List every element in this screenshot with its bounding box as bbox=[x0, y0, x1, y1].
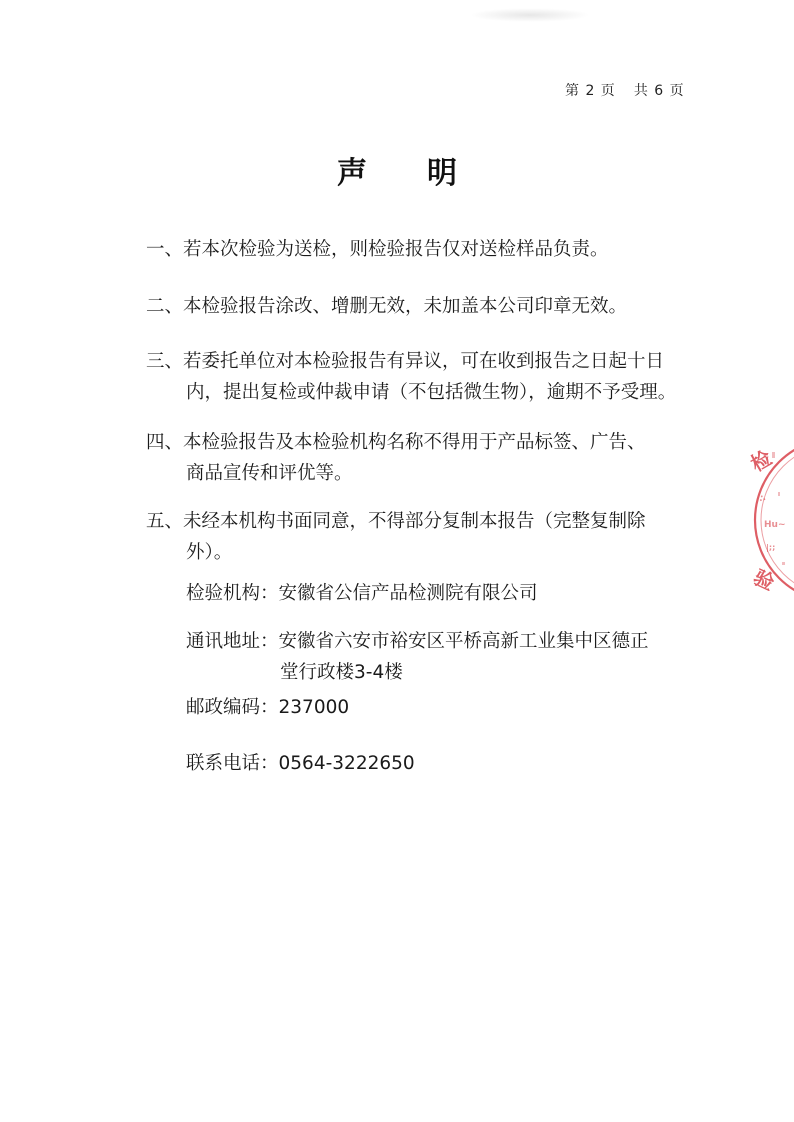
page-indicator: 第 2 页 bbox=[565, 83, 616, 99]
org-label: 检验机构： bbox=[186, 583, 279, 604]
clause-number: 五、 bbox=[146, 511, 184, 532]
addr-value-line1: 安徽省六安市裕安区平桥高新工业集中区德正 bbox=[278, 631, 649, 652]
clause-text-line2: 外）。 bbox=[186, 542, 233, 563]
clause-text-line1: 未经本机构书面同意，不得部分复制本报告（完整复制除 bbox=[183, 511, 646, 532]
org-value: 安徽省公信产品检测院有限公司 bbox=[278, 583, 538, 604]
clause-2 bbox=[146, 291, 721, 322]
info-phone bbox=[186, 748, 706, 779]
seal-graphic bbox=[742, 432, 794, 607]
svg-text:验: 验 bbox=[749, 564, 779, 595]
clause-5 bbox=[146, 506, 721, 568]
clause-4 bbox=[146, 427, 721, 489]
clause-text: 若本次检验为送检，则检验报告仅对送检样品负责。 bbox=[183, 239, 609, 260]
svg-text:|;;: |;; bbox=[766, 543, 776, 552]
clause-text-line1: 本检验报告及本检验机构名称不得用于产品标签、广告、 bbox=[183, 432, 646, 453]
clause-number: 二、 bbox=[146, 296, 184, 317]
phone-value: 0564-3222650 bbox=[278, 753, 415, 774]
clause-number: 一、 bbox=[146, 239, 184, 260]
info-postcode bbox=[186, 692, 706, 723]
clause-text: 本检验报告涂改、增删无效，未加盖本公司印章无效。 bbox=[183, 296, 628, 317]
clause-text-line2: 内，提出复检或仲裁申请（不包括微生物），逾期不予受理。 bbox=[186, 382, 677, 403]
clause-number: 四、 bbox=[146, 432, 184, 453]
info-organization bbox=[186, 578, 706, 609]
phone-label: 联系电话： bbox=[186, 753, 279, 774]
page-total: 共 6 页 bbox=[633, 83, 685, 99]
info-address bbox=[186, 626, 706, 688]
clause-text-line2: 商品宣传和评优等。 bbox=[186, 463, 353, 484]
zip-value: 237000 bbox=[278, 697, 350, 718]
zip-label: 邮政编码： bbox=[186, 697, 279, 718]
svg-text:Hu~: Hu~ bbox=[764, 520, 786, 530]
document-title: 声明 bbox=[337, 156, 517, 191]
official-seal-stamp bbox=[742, 432, 794, 607]
svg-text:∴: ∴ bbox=[758, 493, 767, 505]
svg-text:检: 检 bbox=[746, 445, 776, 477]
clause-1 bbox=[146, 234, 721, 265]
clause-text-line1: 若委托单位对本检验报告有异议，可在收到报告之日起十日 bbox=[183, 351, 665, 372]
page-number bbox=[565, 80, 715, 100]
clause-3 bbox=[146, 346, 721, 408]
scan-smudge bbox=[470, 8, 590, 22]
clause-number: 三、 bbox=[146, 351, 184, 372]
addr-value-line2: 堂行政楼3-4楼 bbox=[280, 662, 403, 683]
addr-label: 通讯地址： bbox=[186, 631, 279, 652]
